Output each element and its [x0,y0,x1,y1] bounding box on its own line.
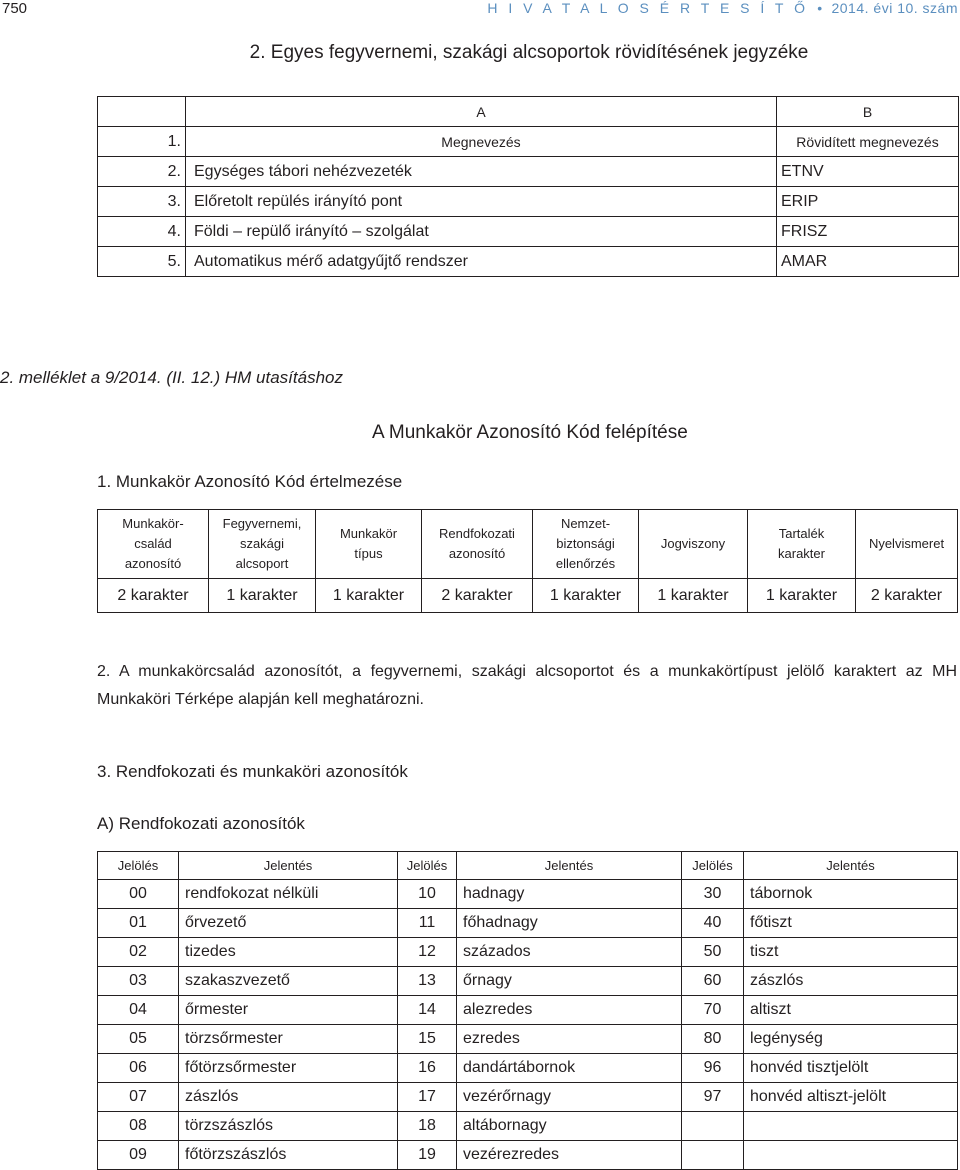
rank-code: 16 [398,1054,457,1083]
rank-code: 07 [98,1083,179,1112]
rank-code [682,1141,744,1170]
rank-code [682,1112,744,1141]
rank-meaning: őrvezető [179,909,398,938]
row-number: 3. [98,187,186,217]
rank-meaning: zászlós [179,1083,398,1112]
subtitle-identifiers: 3. Rendfokozati és munkaköri azonosítók [97,762,408,781]
subtitle-rank-identifiers: A) Rendfokozati azonosítók [97,814,305,833]
rank-meaning: törzsőrmester [179,1025,398,1054]
code-header-row [98,510,958,579]
length-cell: 1 karakter [533,579,639,613]
rank-code: 11 [398,909,457,938]
rank-table-body [98,880,958,1170]
rank-meaning: vezérezredes [457,1141,682,1170]
rank-code: 70 [682,996,744,1025]
rank-meaning: honvéd altiszt-jelölt [744,1083,958,1112]
rank-code: 04 [98,996,179,1025]
length-cell: 1 karakter [316,579,422,613]
rank-meaning: ezredes [457,1025,682,1054]
table-row [98,880,958,909]
rank-meaning: őrmester [179,996,398,1025]
rank-header-row [98,852,958,880]
rank-meaning: tiszt [744,938,958,967]
rank-code: 19 [398,1141,457,1170]
header-cell: Jelentés [457,852,682,880]
header-cell: Munkakör- család azonosító [98,510,209,579]
rank-code: 97 [682,1083,744,1112]
rank-meaning: altábornagy [457,1112,682,1141]
column-letter-row [98,97,959,127]
rank-code: 12 [398,938,457,967]
issue-label: 2014. évi 10. szám [831,0,958,16]
length-cell: 2 karakter [856,579,958,613]
rank-code: 01 [98,909,179,938]
row-name: Földi – repülő irányító – szolgálat [186,217,777,247]
rank-meaning: őrnagy [457,967,682,996]
row-abbr: ETNV [777,157,959,187]
rank-meaning: legénység [744,1025,958,1054]
rank-code: 05 [98,1025,179,1054]
row-name: Automatikus mérő adatgyűjtő rendszer [186,247,777,277]
column-b-label: B [777,97,959,127]
rank-code: 14 [398,996,457,1025]
rank-meaning: rendfokozat nélküli [179,880,398,909]
code-length-row [98,579,958,613]
rank-code: 03 [98,967,179,996]
header-cell: Nemzet- biztonsági ellenőrzés [533,510,639,579]
rank-meaning: szakaszvezető [179,967,398,996]
table-row [98,1025,958,1054]
header-cell: Rendfokozati azonosító [422,510,533,579]
rank-code: 10 [398,880,457,909]
abbr-header: Rövidített megnevezés [777,127,959,157]
running-header [487,0,958,16]
table-row [98,909,958,938]
row-name: Előretolt repülés irányító pont [186,187,777,217]
header-cell: Jelentés [744,852,958,880]
rank-meaning: altiszt [744,996,958,1025]
rank-meaning: alezredes [457,996,682,1025]
paragraph-2: 2. A munkakörcsalád azonosítót, a fegyvernemi, szakági alcsoportot és a munkakörtípust jelölő karaktert az MH Munkaköri Térképe alapján kell meghatározni. [97,663,957,708]
header-cell: Nyelvismeret [856,510,958,579]
table-row [98,996,958,1025]
row-name: Egységes tábori nehézvezeték [186,157,777,187]
name-header: Megnevezés [186,127,777,157]
rank-meaning: dandártábornok [457,1054,682,1083]
rank-code: 60 [682,967,744,996]
length-cell: 2 karakter [422,579,533,613]
subtitle-code-meaning: 1. Munkakör Azonosító Kód értelmezése [97,472,403,491]
table-row [98,967,958,996]
abbreviation-table [97,96,959,277]
rank-code: 40 [682,909,744,938]
header-separator: • [817,0,823,16]
rank-meaning [744,1141,958,1170]
rank-meaning: honvéd tisztjelölt [744,1054,958,1083]
header-cell: Jelölés [682,852,744,880]
length-cell: 2 karakter [98,579,209,613]
row-abbr: AMAR [777,247,959,277]
rank-code: 80 [682,1025,744,1054]
header-cell: Munkakör típus [316,510,422,579]
rank-code: 02 [98,938,179,967]
row-abbr: ERIP [777,187,959,217]
row-abbr: FRISZ [777,217,959,247]
corner-cell [98,97,186,127]
table-row [98,217,959,247]
table-header-row [98,127,959,157]
rank-meaning [744,1112,958,1141]
annex-title: 2. melléklet a 9/2014. (II. 12.) HM utasításhoz [0,368,343,387]
rank-meaning: főtörzsőrmester [179,1054,398,1083]
rank-code: 50 [682,938,744,967]
header-cell: Fegyvernemi, szakági alcsoport [209,510,316,579]
table-row [98,1141,958,1170]
rank-code: 96 [682,1054,744,1083]
header-cell: Jelölés [398,852,457,880]
header-cell: Jelölés [98,852,179,880]
rank-meaning: főtiszt [744,909,958,938]
rank-meaning: tábornok [744,880,958,909]
rank-meaning: főtörzszászlós [179,1141,398,1170]
row-number: 2. [98,157,186,187]
table-row [98,938,958,967]
section-title: 2. Egyes fegyvernemi, szakági alcsoportok rövidítésének jegyzéke [249,42,809,63]
rank-meaning: zászlós [744,967,958,996]
rank-code: 17 [398,1083,457,1112]
page-number: 750 [2,0,28,17]
row-number: 1. [98,127,186,157]
rank-code: 13 [398,967,457,996]
rank-meaning: vezérőrnagy [457,1083,682,1112]
rank-meaning: törzszászlós [179,1112,398,1141]
rank-table [97,851,958,1170]
rank-meaning: százados [457,938,682,967]
row-number: 5. [98,247,186,277]
rank-code: 09 [98,1141,179,1170]
table-row [98,1054,958,1083]
row-number: 4. [98,217,186,247]
rank-code: 18 [398,1112,457,1141]
rank-code: 06 [98,1054,179,1083]
rank-meaning: tizedes [179,938,398,967]
table-row [98,1083,958,1112]
rank-code: 00 [98,880,179,909]
rank-meaning: főhadnagy [457,909,682,938]
header-cell: Tartalék karakter [748,510,856,579]
journal-title: H I V A T A L O S É R T E S Í T Ő [487,0,809,16]
header-cell: Jogviszony [639,510,748,579]
rank-code: 30 [682,880,744,909]
header-cell: Jelentés [179,852,398,880]
length-cell: 1 karakter [639,579,748,613]
length-cell: 1 karakter [748,579,856,613]
length-cell: 1 karakter [209,579,316,613]
main-title: A Munkakör Azonosító Kód felépítése [372,422,688,443]
rank-code: 08 [98,1112,179,1141]
table-row [98,157,959,187]
table-row [98,1112,958,1141]
rank-code: 15 [398,1025,457,1054]
rank-meaning: hadnagy [457,880,682,909]
table-row [98,187,959,217]
code-structure-table [97,509,958,613]
table-row [98,247,959,277]
column-a-label: A [186,97,777,127]
